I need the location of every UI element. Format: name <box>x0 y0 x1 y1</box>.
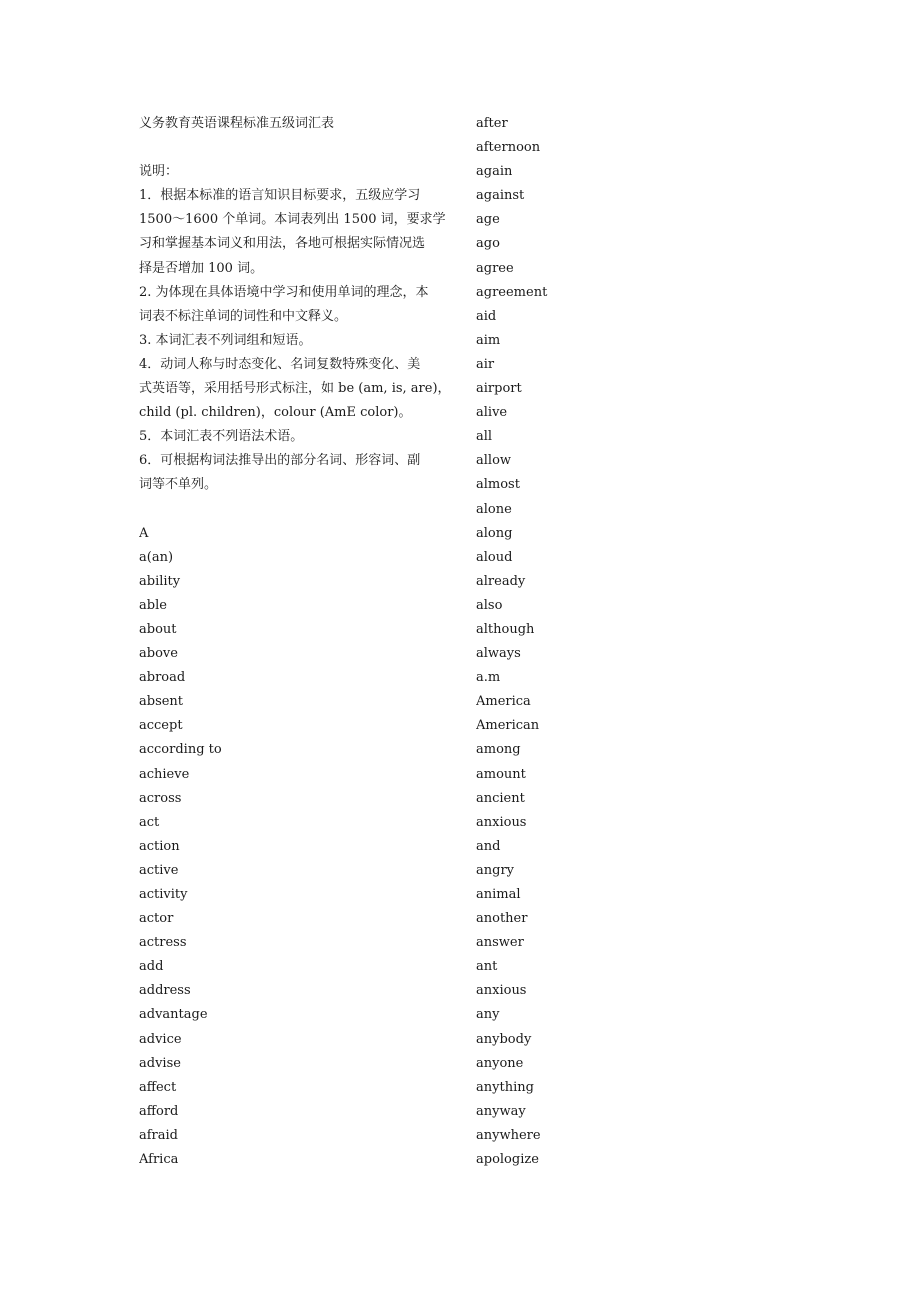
vocab-word: anyway <box>476 1103 526 1119</box>
vocab-word: against <box>476 188 525 204</box>
note-line: 1．根据本标准的语言知识目标要求，五级应学习 <box>139 188 421 204</box>
note-line: 词等不单列。 <box>139 477 218 493</box>
vocab-word: aim <box>476 332 501 348</box>
right-word-list <box>476 112 676 1172</box>
vocab-word: American <box>476 718 540 734</box>
vocab-word: angry <box>476 862 515 878</box>
vocab-word: a(an) <box>139 549 174 565</box>
note-line: 2. 为体现在具体语境中学习和使用单词的理念，本 <box>139 284 429 300</box>
vocab-word: airport <box>476 381 522 397</box>
vocab-word: again <box>476 164 513 180</box>
vocab-word: air <box>476 356 495 372</box>
note-line: 3. 本词汇表不列词组和短语。 <box>139 332 312 348</box>
note-line: 1500～1600 个单词。本词表列出 1500 词，要求学 <box>139 212 446 228</box>
vocab-word: almost <box>476 477 520 493</box>
vocab-word: afternoon <box>476 140 541 156</box>
note-line: 6．可根据构词法推导出的部分名词、形容词、副 <box>139 453 421 469</box>
vocab-word: amount <box>476 766 526 782</box>
vocab-word: alone <box>476 501 512 517</box>
vocab-word: anyone <box>476 1055 524 1071</box>
intro-heading: 说明： <box>139 164 179 180</box>
vocab-word: action <box>139 838 180 854</box>
vocab-word: according to <box>139 742 222 758</box>
note-line: 式英语等，采用括号形式标注，如 be (am, is, are)， <box>139 381 451 397</box>
vocab-word: a.m <box>476 670 501 686</box>
vocab-word: about <box>139 621 177 637</box>
vocab-word: animal <box>476 887 521 902</box>
vocab-word: anywhere <box>476 1127 541 1143</box>
vocab-word: absent <box>139 694 184 710</box>
vocab-word: anxious <box>476 983 527 999</box>
vocab-word: another <box>476 911 528 927</box>
vocab-word: advantage <box>139 1007 208 1023</box>
note-line: child (pl. children)，colour (AmE color)。 <box>139 405 412 421</box>
left-word-list <box>139 546 457 1172</box>
vocab-word: active <box>139 862 179 878</box>
vocab-word: act <box>139 814 160 830</box>
vocab-word: anybody <box>476 1031 532 1047</box>
left-column <box>139 112 457 1172</box>
vocab-word: ancient <box>476 790 525 806</box>
vocab-word: advise <box>139 1055 181 1071</box>
note-line: 5．本词汇表不列语法术语。 <box>139 429 304 445</box>
vocab-word: Africa <box>139 1152 179 1168</box>
spacer <box>139 136 457 160</box>
vocab-word: anything <box>476 1079 534 1095</box>
vocab-word: age <box>476 212 500 228</box>
vocab-word: allow <box>476 453 512 469</box>
section-letter: A <box>139 525 149 541</box>
vocab-word: ability <box>139 573 181 589</box>
vocab-word: America <box>476 694 531 710</box>
vocab-word: address <box>139 983 191 999</box>
vocab-word: activity <box>139 887 188 902</box>
vocab-word: accept <box>139 718 183 734</box>
vocab-word: any <box>476 1007 500 1023</box>
vocab-word: abroad <box>139 670 186 686</box>
vocab-word: always <box>476 646 521 662</box>
notes-list <box>139 184 457 497</box>
vocab-word: after <box>476 116 508 131</box>
vocab-word: agreement <box>476 284 548 300</box>
vocab-word: also <box>476 597 503 613</box>
note-line: 习和掌握基本词义和用法，各地可根据实际情况选 <box>139 236 426 252</box>
vocab-word: alive <box>476 405 508 421</box>
vocab-word: afraid <box>139 1127 179 1143</box>
vocab-word: anxious <box>476 814 527 830</box>
document-title: 义务教育英语课程标准五级词汇表 <box>139 116 335 131</box>
vocab-word: above <box>139 646 178 662</box>
vocab-word: able <box>139 597 167 613</box>
vocab-word: affect <box>139 1079 177 1095</box>
vocab-word: apologize <box>476 1152 539 1168</box>
note-line: 择是否增加 100 词。 <box>139 260 264 276</box>
vocab-word: all <box>476 429 493 445</box>
vocab-word: add <box>139 959 164 975</box>
vocab-word: across <box>139 790 182 806</box>
vocab-word: ago <box>476 236 500 252</box>
vocab-word: although <box>476 621 535 637</box>
vocab-word: actress <box>139 935 187 951</box>
vocab-word: ant <box>476 959 498 975</box>
vocab-word: answer <box>476 935 524 951</box>
vocab-word: already <box>476 573 526 589</box>
vocab-word: achieve <box>139 766 190 782</box>
right-column <box>476 112 676 1172</box>
note-line: 词表不标注单词的词性和中文释义。 <box>139 308 348 324</box>
spacer <box>139 498 457 522</box>
vocab-word: aid <box>476 308 497 324</box>
note-line: 4．动词人称与时态变化、名词复数特殊变化、美 <box>139 356 421 372</box>
vocab-word: among <box>476 742 521 758</box>
vocab-word: aloud <box>476 549 513 565</box>
vocab-word: afford <box>139 1103 179 1119</box>
vocab-word: advice <box>139 1031 182 1047</box>
vocab-word: and <box>476 838 501 854</box>
vocab-word: actor <box>139 911 174 927</box>
vocab-word: along <box>476 525 513 541</box>
vocab-word: agree <box>476 260 514 276</box>
